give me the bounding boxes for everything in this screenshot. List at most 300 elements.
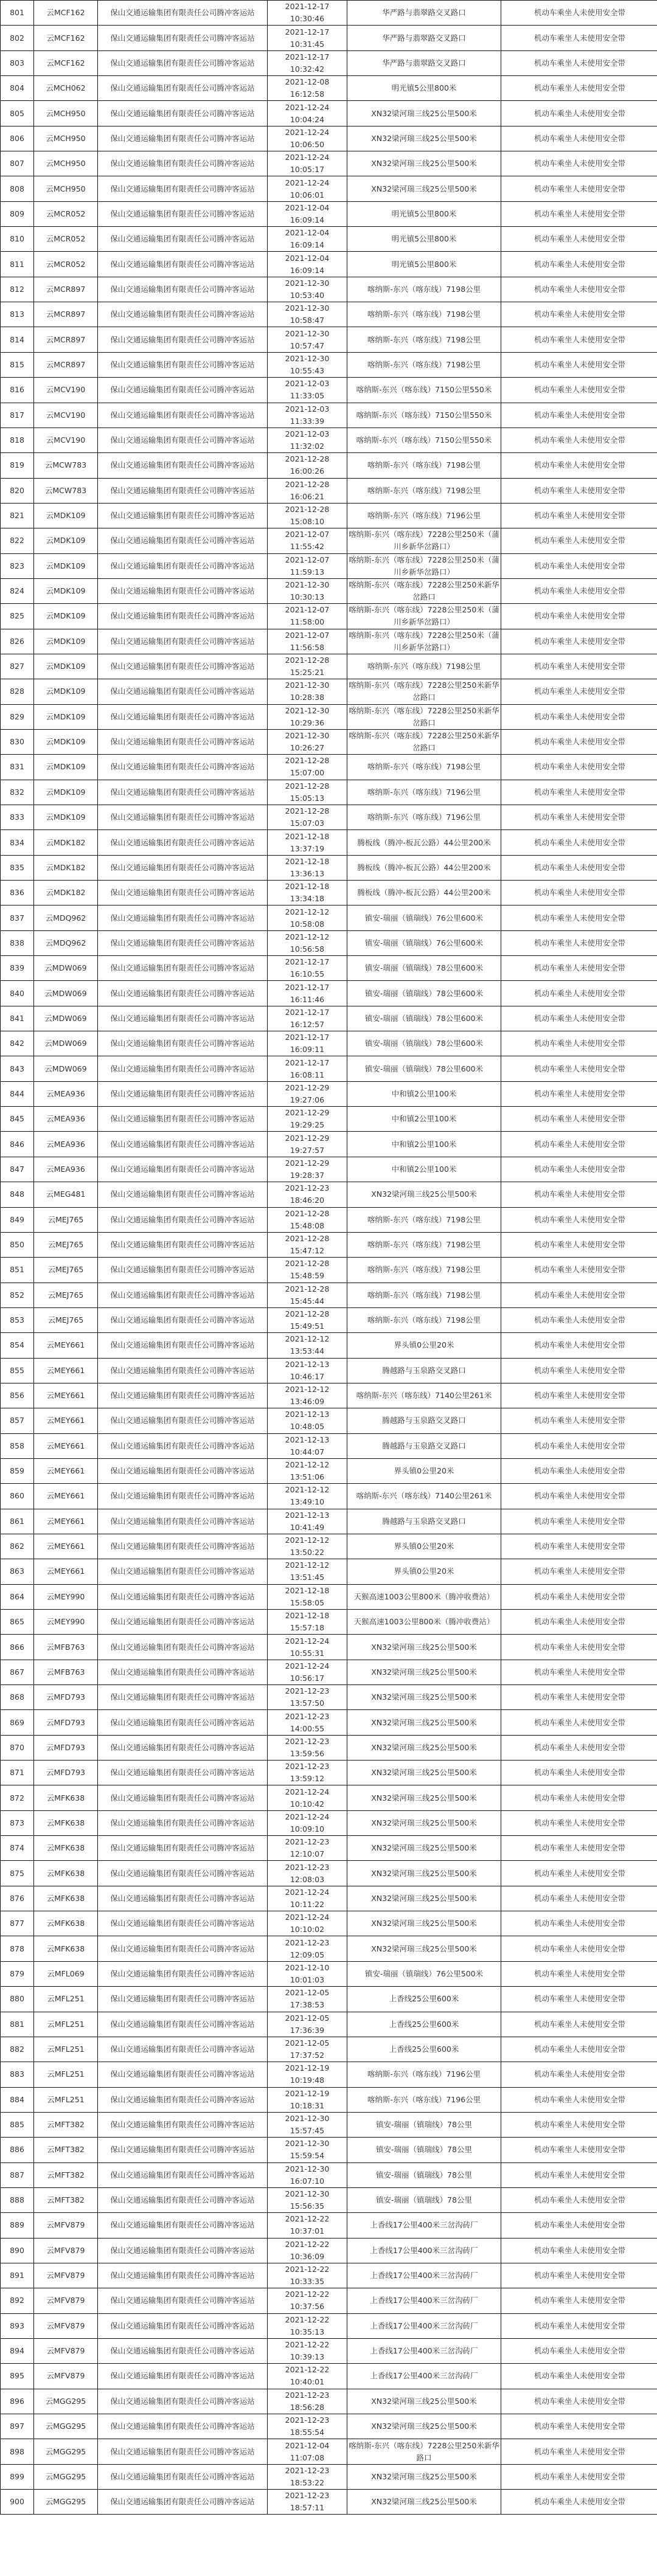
company-cell: 保山交通运输集团有限责任公司腾冲客运站	[98, 1107, 268, 1132]
violation-type-cell: 机动车乘坐人未使用安全带	[501, 1433, 657, 1458]
company-cell: 保山交通运输集团有限责任公司腾冲客运站	[98, 2087, 268, 2112]
table-row	[1, 1961, 657, 1986]
company-cell: 保山交通运输集团有限责任公司腾冲客运站	[98, 1911, 268, 1936]
row-number-cell: 820	[1, 478, 34, 503]
violation-location-cell: 上香线17公里400米三岔沟砖厂	[347, 2338, 501, 2363]
violation-type-cell: 机动车乘坐人未使用安全带	[501, 528, 657, 553]
violation-location-cell: XN32梁河瑞三线25公里500米	[347, 176, 501, 201]
plate-number-cell: 云MCV190	[34, 378, 98, 403]
plate-number-cell: 云MFK638	[34, 1936, 98, 1961]
violation-location-cell: XN32梁河瑞三线25公里500米	[347, 2464, 501, 2489]
row-number-cell: 826	[1, 629, 34, 654]
row-number-cell: 871	[1, 1761, 34, 1785]
violation-type-cell: 机动车乘坐人未使用安全带	[501, 428, 657, 452]
violation-type-cell: 机动车乘坐人未使用安全带	[501, 881, 657, 905]
company-cell: 保山交通运输集团有限责任公司腾冲客运站	[98, 1810, 268, 1835]
violation-type-cell: 机动车乘坐人未使用安全带	[501, 1534, 657, 1559]
violation-time-cell: 2021-12-24 10:05:17	[268, 151, 347, 176]
violation-location-cell: 镇安-瑞丽（镇瑞线）78公里600米	[347, 1056, 501, 1081]
plate-number-cell: 云MCF162	[34, 50, 98, 75]
violation-type-cell: 机动车乘坐人未使用安全带	[501, 1006, 657, 1031]
company-cell: 保山交通运输集团有限责任公司腾冲客运站	[98, 1735, 268, 1760]
table-row	[1, 629, 657, 654]
plate-number-cell: 云MDK109	[34, 654, 98, 679]
violation-time-cell: 2021-12-03 11:32:02	[268, 428, 347, 452]
violation-time-cell: 2021-12-24 10:10:02	[268, 1911, 347, 1936]
violation-location-cell: 上香线17公里400米三岔沟砖厂	[347, 2364, 501, 2389]
plate-number-cell: 云MDK109	[34, 604, 98, 629]
row-number-cell: 857	[1, 1408, 34, 1433]
violation-type-cell: 机动车乘坐人未使用安全带	[501, 1836, 657, 1861]
violation-type-cell: 机动车乘坐人未使用安全带	[501, 1685, 657, 1710]
table-row	[1, 2037, 657, 2062]
company-cell: 保山交通运输集团有限责任公司腾冲客运站	[98, 956, 268, 981]
violation-type-cell: 机动车乘坐人未使用安全带	[501, 1509, 657, 1534]
plate-number-cell: 云MEY661	[34, 1333, 98, 1358]
table-row	[1, 679, 657, 704]
violation-time-cell: 2021-12-23 13:59:12	[268, 1761, 347, 1785]
violation-time-cell: 2021-12-22 10:35:13	[268, 2313, 347, 2338]
table-row	[1, 126, 657, 151]
row-number-cell: 860	[1, 1484, 34, 1509]
violation-time-cell: 2021-12-12 13:53:44	[268, 1333, 347, 1358]
row-number-cell: 838	[1, 930, 34, 955]
plate-number-cell: 云MDK109	[34, 553, 98, 578]
violation-type-cell: 机动车乘坐人未使用安全带	[501, 2313, 657, 2338]
table-row	[1, 2338, 657, 2363]
violation-type-cell: 机动车乘坐人未使用安全带	[501, 378, 657, 403]
violation-location-cell: XN32梁河瑞三线25公里500米	[347, 1182, 501, 1207]
table-row	[1, 578, 657, 603]
violation-location-cell: XN32梁河瑞三线25公里500米	[347, 2414, 501, 2439]
company-cell: 保山交通运输集团有限责任公司腾冲客运站	[98, 930, 268, 955]
violation-type-cell: 机动车乘坐人未使用安全带	[501, 1861, 657, 1886]
row-number-cell: 865	[1, 1610, 34, 1635]
violation-time-cell: 2021-12-28 15:07:03	[268, 805, 347, 830]
row-number-cell: 804	[1, 76, 34, 101]
plate-number-cell: 云MEJ765	[34, 1258, 98, 1283]
row-number-cell: 853	[1, 1307, 34, 1332]
table-row	[1, 1458, 657, 1483]
table-row	[1, 352, 657, 377]
violation-location-cell: 喀纳斯-东兴（喀东线）7140公里261米	[347, 1484, 501, 1509]
row-number-cell: 839	[1, 956, 34, 981]
violation-location-cell: 腾越路与玉泉路交叉路口	[347, 1509, 501, 1534]
row-number-cell: 886	[1, 2138, 34, 2162]
table-row	[1, 2213, 657, 2238]
table-row	[1, 1861, 657, 1886]
violation-time-cell: 2021-12-30 10:30:13	[268, 578, 347, 603]
row-number-cell: 842	[1, 1031, 34, 1056]
table-row	[1, 1886, 657, 1911]
violation-time-cell: 2021-12-22 10:33:35	[268, 2263, 347, 2288]
row-number-cell: 889	[1, 2213, 34, 2238]
violation-time-cell: 2021-12-17 16:11:46	[268, 981, 347, 1006]
company-cell: 保山交通运输集团有限责任公司腾冲客运站	[98, 26, 268, 50]
row-number-cell: 873	[1, 1810, 34, 1835]
violation-location-cell: 腾越路与玉泉路交叉路口	[347, 1433, 501, 1458]
company-cell: 保山交通运输集团有限责任公司腾冲客运站	[98, 1987, 268, 2012]
company-cell: 保山交通运输集团有限责任公司腾冲客运站	[98, 2389, 268, 2414]
violation-location-cell: XN32梁河瑞三线25公里500米	[347, 1735, 501, 1760]
company-cell: 保山交通运输集团有限责任公司腾冲客运站	[98, 1836, 268, 1861]
company-cell: 保山交通运输集团有限责任公司腾冲客运站	[98, 629, 268, 654]
plate-number-cell: 云MFK638	[34, 1785, 98, 1810]
row-number-cell: 834	[1, 830, 34, 855]
violation-type-cell: 机动车乘坐人未使用安全带	[501, 1710, 657, 1735]
violation-location-cell: 上香线25公里600米	[347, 2037, 501, 2062]
table-row	[1, 1433, 657, 1458]
table-row	[1, 2162, 657, 2187]
plate-number-cell: 云MFT382	[34, 2138, 98, 2162]
row-number-cell: 848	[1, 1182, 34, 1207]
violation-type-cell: 机动车乘坐人未使用安全带	[501, 1132, 657, 1157]
plate-number-cell: 云MFB763	[34, 1660, 98, 1684]
violation-location-cell: 腾板线（腾冲-板瓦公路）44公里200米	[347, 830, 501, 855]
row-number-cell: 850	[1, 1232, 34, 1257]
plate-number-cell: 云MDK109	[34, 578, 98, 603]
row-number-cell: 814	[1, 327, 34, 352]
violation-location-cell: 镇安-瑞丽（镇瑞线）78公里	[347, 2162, 501, 2187]
table-row	[1, 1534, 657, 1559]
violation-time-cell: 2021-12-03 11:33:05	[268, 378, 347, 403]
company-cell: 保山交通运输集团有限责任公司腾冲客运站	[98, 76, 268, 101]
plate-number-cell: 云MFK638	[34, 1810, 98, 1835]
violation-time-cell: 2021-12-04 16:09:14	[268, 227, 347, 252]
violation-type-cell: 机动车乘坐人未使用安全带	[501, 780, 657, 805]
plate-number-cell: 云MFT382	[34, 2162, 98, 2187]
plate-number-cell: 云MDK109	[34, 780, 98, 805]
row-number-cell: 854	[1, 1333, 34, 1358]
plate-number-cell: 云MEY661	[34, 1433, 98, 1458]
violation-location-cell: 喀纳斯-东兴（喀东线）7228公里250米（蒲川乡新华岔路口）	[347, 604, 501, 629]
violation-time-cell: 2021-12-04 16:09:14	[268, 201, 347, 226]
row-number-cell: 825	[1, 604, 34, 629]
violation-time-cell: 2021-12-05 17:38:53	[268, 1987, 347, 2012]
violation-type-cell: 机动车乘坐人未使用安全带	[501, 1056, 657, 1081]
company-cell: 保山交通运输集团有限责任公司腾冲客运站	[98, 1408, 268, 1433]
violation-location-cell: 上香线25公里600米	[347, 1987, 501, 2012]
violation-location-cell: 喀纳斯-东兴（喀东线）7196公里	[347, 503, 501, 528]
violation-type-cell: 机动车乘坐人未使用安全带	[501, 905, 657, 930]
company-cell: 保山交通运输集团有限责任公司腾冲客运站	[98, 1509, 268, 1534]
plate-number-cell: 云MFV879	[34, 2364, 98, 2389]
table-row	[1, 1509, 657, 1534]
violation-time-cell: 2021-12-18 13:37:19	[268, 830, 347, 855]
violation-type-cell: 机动车乘坐人未使用安全带	[501, 2112, 657, 2137]
violation-time-cell: 2021-12-07 11:55:42	[268, 528, 347, 553]
violation-time-cell: 2021-12-12 13:51:45	[268, 1559, 347, 1584]
violation-location-cell: 喀纳斯-东兴（喀东线）7140公里261米	[347, 1383, 501, 1408]
row-number-cell: 809	[1, 201, 34, 226]
company-cell: 保山交通运输集团有限责任公司腾冲客运站	[98, 528, 268, 553]
table-row	[1, 2263, 657, 2288]
violation-type-cell: 机动车乘坐人未使用安全带	[501, 1, 657, 26]
company-cell: 保山交通运输集团有限责任公司腾冲客运站	[98, 1534, 268, 1559]
table-row	[1, 378, 657, 403]
row-number-cell: 803	[1, 50, 34, 75]
company-cell: 保山交通运输集团有限责任公司腾冲客运站	[98, 604, 268, 629]
violation-time-cell: 2021-12-23 18:53:22	[268, 2464, 347, 2489]
violation-type-cell: 机动车乘坐人未使用安全带	[501, 1307, 657, 1332]
row-number-cell: 813	[1, 302, 34, 327]
plate-number-cell: 云MCR052	[34, 252, 98, 277]
plate-number-cell: 云MFK638	[34, 1886, 98, 1911]
violation-time-cell: 2021-12-28 15:47:12	[268, 1232, 347, 1257]
plate-number-cell: 云MCR052	[34, 201, 98, 226]
company-cell: 保山交通运输集团有限责任公司腾冲客运站	[98, 151, 268, 176]
row-number-cell: 866	[1, 1635, 34, 1660]
violation-time-cell: 2021-12-28 15:45:44	[268, 1283, 347, 1307]
row-number-cell: 816	[1, 378, 34, 403]
row-number-cell: 811	[1, 252, 34, 277]
violation-type-cell: 机动车乘坐人未使用安全带	[501, 1961, 657, 1986]
plate-number-cell: 云MEY661	[34, 1534, 98, 1559]
company-cell: 保山交通运输集团有限责任公司腾冲客运站	[98, 2213, 268, 2238]
company-cell: 保山交通运输集团有限责任公司腾冲客运站	[98, 176, 268, 201]
violation-location-cell: 喀纳斯-东兴（喀东线）7198公里	[347, 654, 501, 679]
company-cell: 保山交通运输集团有限责任公司腾冲客运站	[98, 1207, 268, 1232]
plate-number-cell: 云MCH950	[34, 151, 98, 176]
violation-time-cell: 2021-12-17 10:32:42	[268, 50, 347, 75]
company-cell: 保山交通运输集团有限责任公司腾冲客运站	[98, 252, 268, 277]
violation-time-cell: 2021-12-24 10:10:42	[268, 1785, 347, 1810]
table-row	[1, 428, 657, 452]
table-row	[1, 1635, 657, 1660]
company-cell: 保山交通运输集团有限责任公司腾冲客运站	[98, 1283, 268, 1307]
table-row	[1, 2313, 657, 2338]
row-number-cell: 856	[1, 1383, 34, 1408]
table-row	[1, 2187, 657, 2212]
violation-time-cell: 2021-12-04 16:09:14	[268, 252, 347, 277]
company-cell: 保山交通运输集团有限责任公司腾冲客运站	[98, 1861, 268, 1886]
violation-type-cell: 机动车乘坐人未使用安全带	[501, 1358, 657, 1383]
violation-location-cell: 喀纳斯-东兴（喀东线）7150公里550米	[347, 428, 501, 452]
violation-location-cell: 上香线17公里400米三岔沟砖厂	[347, 2213, 501, 2238]
violation-time-cell: 2021-12-05 17:36:39	[268, 2012, 347, 2037]
violation-type-cell: 机动车乘坐人未使用安全带	[501, 2187, 657, 2212]
violation-type-cell: 机动车乘坐人未使用安全带	[501, 679, 657, 704]
violation-time-cell: 2021-12-30 10:57:47	[268, 327, 347, 352]
company-cell: 保山交通运输集团有限责任公司腾冲客运站	[98, 1785, 268, 1810]
plate-number-cell: 云MEA936	[34, 1157, 98, 1182]
violation-type-cell: 机动车乘坐人未使用安全带	[501, 981, 657, 1006]
violation-time-cell: 2021-12-22 10:36:09	[268, 2238, 347, 2263]
violation-type-cell: 机动车乘坐人未使用安全带	[501, 1735, 657, 1760]
row-number-cell: 869	[1, 1710, 34, 1735]
company-cell: 保山交通运输集团有限责任公司腾冲客运站	[98, 1132, 268, 1157]
table-row	[1, 1911, 657, 1936]
violation-location-cell: 喀纳斯-东兴（喀东线）7198公里	[347, 352, 501, 377]
company-cell: 保山交通运输集团有限责任公司腾冲客运站	[98, 1961, 268, 1986]
table-row	[1, 1785, 657, 1810]
plate-number-cell: 云MCR897	[34, 327, 98, 352]
company-cell: 保山交通运输集团有限责任公司腾冲客运站	[98, 729, 268, 754]
plate-number-cell: 云MCW783	[34, 478, 98, 503]
violation-time-cell: 2021-12-13 10:41:49	[268, 1509, 347, 1534]
row-number-cell: 841	[1, 1006, 34, 1031]
table-row	[1, 1610, 657, 1635]
company-cell: 保山交通运输集团有限责任公司腾冲客运站	[98, 478, 268, 503]
violation-time-cell: 2021-12-10 10:01:03	[268, 1961, 347, 1986]
row-number-cell: 812	[1, 277, 34, 302]
row-number-cell: 817	[1, 403, 34, 428]
row-number-cell: 883	[1, 2062, 34, 2087]
plate-number-cell: 云MGG295	[34, 2439, 98, 2464]
violation-time-cell: 2021-12-07 11:59:13	[268, 553, 347, 578]
plate-number-cell: 云MDK109	[34, 704, 98, 729]
row-number-cell: 810	[1, 227, 34, 252]
table-row	[1, 302, 657, 327]
violation-location-cell: 喀纳斯-东兴（喀东线）7198公里	[347, 327, 501, 352]
violation-time-cell: 2021-12-22 10:37:56	[268, 2288, 347, 2313]
violation-location-cell: 界头镇0公里20米	[347, 1333, 501, 1358]
violation-type-cell: 机动车乘坐人未使用安全带	[501, 956, 657, 981]
plate-number-cell: 云MCR897	[34, 302, 98, 327]
violation-time-cell: 2021-12-03 11:33:39	[268, 403, 347, 428]
violation-time-cell: 2021-12-29 19:29:25	[268, 1107, 347, 1132]
violation-time-cell: 2021-12-17 10:31:45	[268, 26, 347, 50]
violation-location-cell: 腾板线（腾冲-板瓦公路）44公里200米	[347, 855, 501, 880]
table-row	[1, 855, 657, 880]
table-row	[1, 277, 657, 302]
violation-time-cell: 2021-12-17 16:10:55	[268, 956, 347, 981]
violation-type-cell: 机动车乘坐人未使用安全带	[501, 553, 657, 578]
row-number-cell: 847	[1, 1157, 34, 1182]
row-number-cell: 852	[1, 1283, 34, 1307]
violation-location-cell: 中和镇2公里100米	[347, 1081, 501, 1106]
violation-location-cell: 喀纳斯-东兴（喀东线）7228公里250米（蒲川乡新华岔路口）	[347, 528, 501, 553]
violation-type-cell: 机动车乘坐人未使用安全带	[501, 1987, 657, 2012]
table-row	[1, 1283, 657, 1307]
violation-type-cell: 机动车乘坐人未使用安全带	[501, 1408, 657, 1433]
violation-location-cell: XN32梁河瑞三线25公里500米	[347, 126, 501, 151]
table-row	[1, 1735, 657, 1760]
table-row	[1, 252, 657, 277]
violation-time-cell: 2021-12-22 10:37:01	[268, 2213, 347, 2238]
violation-type-cell: 机动车乘坐人未使用安全带	[501, 1610, 657, 1635]
violation-time-cell: 2021-12-24 10:11:22	[268, 1886, 347, 1911]
company-cell: 保山交通运输集团有限责任公司腾冲客运站	[98, 578, 268, 603]
row-number-cell: 815	[1, 352, 34, 377]
violation-type-cell: 机动车乘坐人未使用安全带	[501, 1232, 657, 1257]
plate-number-cell: 云MEJ765	[34, 1283, 98, 1307]
table-row	[1, 604, 657, 629]
plate-number-cell: 云MDW069	[34, 1006, 98, 1031]
table-row	[1, 1584, 657, 1609]
violation-type-cell: 机动车乘坐人未使用安全带	[501, 2414, 657, 2439]
table-row	[1, 755, 657, 780]
company-cell: 保山交通运输集团有限责任公司腾冲客运站	[98, 1031, 268, 1056]
violation-type-cell: 机动车乘坐人未使用安全带	[501, 2464, 657, 2489]
violation-type-cell: 机动车乘坐人未使用安全带	[501, 578, 657, 603]
plate-number-cell: 云MDK109	[34, 503, 98, 528]
plate-number-cell: 云MDK109	[34, 755, 98, 780]
violation-type-cell: 机动车乘坐人未使用安全带	[501, 729, 657, 754]
violation-location-cell: XN32梁河瑞三线25公里500米	[347, 1861, 501, 1886]
violation-location-cell: XN32梁河瑞三线25公里500米	[347, 1886, 501, 1911]
violation-location-cell: 腾板线（腾冲-板瓦公路）44公里200米	[347, 881, 501, 905]
plate-number-cell: 云MFD793	[34, 1685, 98, 1710]
violation-location-cell: 喀纳斯-东兴（喀东线）7198公里	[347, 1307, 501, 1332]
violation-type-cell: 机动车乘坐人未使用安全带	[501, 1635, 657, 1660]
violation-time-cell: 2021-12-22 10:39:13	[268, 2338, 347, 2363]
violation-time-cell: 2021-12-23 12:10:07	[268, 1836, 347, 1861]
company-cell: 保山交通运输集团有限责任公司腾冲客运站	[98, 1383, 268, 1408]
violation-location-cell: 喀纳斯-东兴（喀东线）7198公里	[347, 1232, 501, 1257]
violation-time-cell: 2021-12-24 10:06:01	[268, 176, 347, 201]
company-cell: 保山交通运输集团有限责任公司腾冲客运站	[98, 2012, 268, 2037]
table-row	[1, 905, 657, 930]
table-row	[1, 2138, 657, 2162]
company-cell: 保山交通运输集团有限责任公司腾冲客运站	[98, 2112, 268, 2137]
company-cell: 保山交通运输集团有限责任公司腾冲客运站	[98, 2288, 268, 2313]
table-row	[1, 1761, 657, 1785]
violation-type-cell: 机动车乘坐人未使用安全带	[501, 2087, 657, 2112]
company-cell: 保山交通运输集团有限责任公司腾冲客运站	[98, 1710, 268, 1735]
violation-time-cell: 2021-12-30 16:07:10	[268, 2162, 347, 2187]
violation-time-cell: 2021-12-12 10:58:08	[268, 905, 347, 930]
table-row	[1, 403, 657, 428]
row-number-cell: 845	[1, 1107, 34, 1132]
violation-location-cell: 明光镇5公里800米	[347, 252, 501, 277]
violation-location-cell: 喀纳斯-东兴（喀东线）7198公里	[347, 277, 501, 302]
violation-type-cell: 机动车乘坐人未使用安全带	[501, 805, 657, 830]
violation-time-cell: 2021-12-30 10:53:40	[268, 277, 347, 302]
plate-number-cell: 云MCH950	[34, 176, 98, 201]
violation-time-cell: 2021-12-28 15:49:51	[268, 1307, 347, 1332]
company-cell: 保山交通运输集团有限责任公司腾冲客运站	[98, 2313, 268, 2338]
violation-type-cell: 机动车乘坐人未使用安全带	[501, 2138, 657, 2162]
violation-type-cell: 机动车乘坐人未使用安全带	[501, 704, 657, 729]
violation-location-cell: XN32梁河瑞三线25公里500米	[347, 1685, 501, 1710]
plate-number-cell: 云MCR897	[34, 352, 98, 377]
violation-time-cell: 2021-12-30 10:26:27	[268, 729, 347, 754]
violation-location-cell: 腾越路与玉泉路交叉路口	[347, 1408, 501, 1433]
violation-type-cell: 机动车乘坐人未使用安全带	[501, 176, 657, 201]
table-row	[1, 176, 657, 201]
row-number-cell: 876	[1, 1886, 34, 1911]
violation-location-cell: 天猴高速1003公里800米（腾冲收费站）	[347, 1610, 501, 1635]
plate-number-cell: 云MDK109	[34, 528, 98, 553]
company-cell: 保山交通运输集团有限责任公司腾冲客运站	[98, 428, 268, 452]
row-number-cell: 881	[1, 2012, 34, 2037]
violation-time-cell: 2021-12-28 15:08:10	[268, 503, 347, 528]
plate-number-cell: 云MCW783	[34, 453, 98, 478]
company-cell: 保山交通运输集团有限责任公司腾冲客运站	[98, 227, 268, 252]
row-number-cell: 887	[1, 2162, 34, 2187]
plate-number-cell: 云MEJ765	[34, 1207, 98, 1232]
row-number-cell: 885	[1, 2112, 34, 2137]
company-cell: 保山交通运输集团有限责任公司腾冲客运站	[98, 50, 268, 75]
violation-time-cell: 2021-12-23 18:46:20	[268, 1182, 347, 1207]
table-row	[1, 1258, 657, 1283]
violation-location-cell: 腾越路与玉泉路交叉路口	[347, 1358, 501, 1383]
row-number-cell: 868	[1, 1685, 34, 1710]
violation-type-cell: 机动车乘坐人未使用安全带	[501, 755, 657, 780]
plate-number-cell: 云MCV190	[34, 428, 98, 452]
plate-number-cell: 云MFL069	[34, 1961, 98, 1986]
table-row	[1, 1056, 657, 1081]
violation-location-cell: 天猴高速1003公里800米（腾冲收费站）	[347, 1584, 501, 1609]
row-number-cell: 835	[1, 855, 34, 880]
violation-time-cell: 2021-12-30 10:55:43	[268, 352, 347, 377]
company-cell: 保山交通运输集团有限责任公司腾冲客运站	[98, 1358, 268, 1383]
plate-number-cell: 云MEY661	[34, 1408, 98, 1433]
row-number-cell: 833	[1, 805, 34, 830]
company-cell: 保山交通运输集团有限责任公司腾冲客运站	[98, 855, 268, 880]
table-row	[1, 1936, 657, 1961]
